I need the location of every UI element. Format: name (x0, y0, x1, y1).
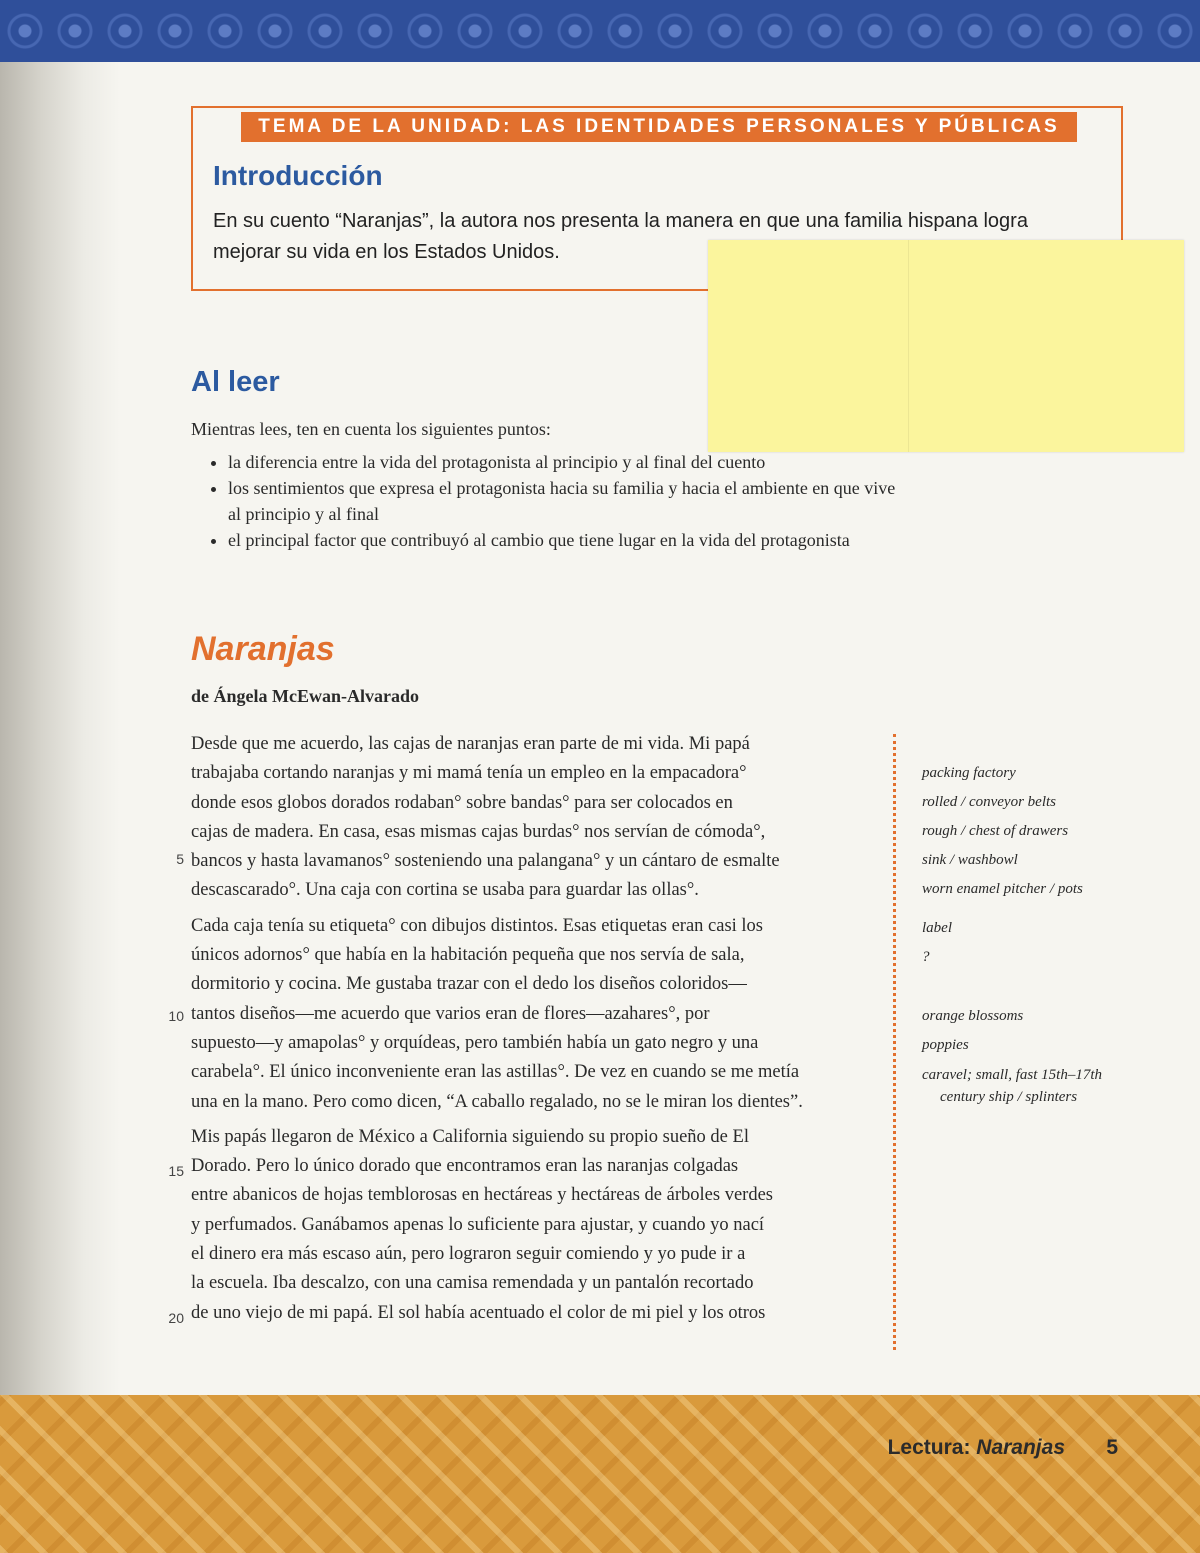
unit-theme-banner: TEMA DE LA UNIDAD: LAS IDENTIDADES PERSONALES Y PÚBLICAS (241, 112, 1077, 142)
margin-dotted-rule (893, 734, 896, 1350)
story-line: Desde que me acuerdo, las cajas de naranjas eran parte de mi vida. Mi papá (191, 734, 750, 754)
al-leer-heading: Al leer (191, 366, 280, 398)
story-line: trabajaba cortando naranjas y mi mamá tenía un empleo en la empacadora° (191, 763, 747, 784)
line-number: 10 (168, 1008, 184, 1024)
gloss-note: sink / washbowl (922, 852, 1018, 868)
gloss-note: ? (922, 949, 930, 965)
story-byline: de Ángela McEwan-Alvarado (191, 686, 419, 706)
story-line: supuesto—y amapolas° y orquídeas, pero también había un gato negro y una (191, 1032, 759, 1053)
reading-points-list (206, 449, 908, 553)
story-line: carabela°. El único inconveniente eran las astillas°. De vez en cuando se me metía (191, 1062, 800, 1083)
intro-line: mejorar su vida en los Estados Unidos. (213, 241, 560, 263)
bottom-decorative-band (0, 1395, 1200, 1553)
top-decorative-band (0, 0, 1200, 62)
gloss-note: label (922, 920, 952, 936)
line-number: 5 (176, 851, 184, 867)
story-line: de uno viejo de mi papá. El sol había acentuado el color de mi piel y los otros (191, 1302, 766, 1323)
intro-line: En su cuento “Naranjas”, la autora nos presenta la manera en que una familia hispana logra (213, 210, 1028, 232)
gloss-note: worn enamel pitcher / pots (922, 881, 1083, 897)
story-line: Dorado. Pero lo único dorado que encontramos eran las naranjas colgadas (191, 1156, 739, 1177)
story-text (191, 730, 891, 1328)
story-line: entre abanicos de hojas temblorosas en hectáreas y hectáreas de árboles verdes (191, 1185, 773, 1206)
story-line: dormitorio y cocina. Me gustaba trazar con el dedo los diseños coloridos— (191, 974, 747, 995)
story-title: Naranjas (191, 630, 335, 668)
gloss-note: century ship / splinters (940, 1089, 1078, 1105)
list-item: • la diferencia entre la vida del protagonista al principio y al final del cuento (228, 449, 908, 475)
gloss-note: caravel; small, fast 15th–17th (922, 1067, 1102, 1083)
al-leer-lead: Mientras lees, ten en cuenta los siguientes puntos: (191, 419, 551, 439)
story-line: tantos diseños—me acuerdo que varios eran de flores—azahares°, por (191, 1003, 710, 1024)
sticky-note-seam (908, 240, 909, 452)
story-line: el dinero era más escaso aún, pero lograron seguir comiendo y yo pude ir a (191, 1244, 746, 1265)
story-line: Cada caja tenía su etiqueta° con dibujos distintos. Esas etiquetas eran casi los (191, 915, 764, 936)
gloss-note: poppies (922, 1037, 969, 1053)
list-item: • los sentimientos que expresa el protagonista hacia su familia y hacia el ambiente en que vive al principio y al final (228, 475, 908, 527)
story-line: descascarado°. Una caja con cortina se usaba para guardar las ollas°. (191, 880, 699, 901)
story-line: bancos y hasta lavamanos° sosteniendo una palangana° y un cántaro de esmalte (191, 851, 780, 872)
gloss-note: orange blossoms (922, 1008, 1024, 1024)
story-line: cajas de madera. En casa, esas mismas cajas burdas° nos servían de cómoda°, (191, 821, 766, 842)
footer-label-prefix: Lectura: (887, 1436, 977, 1459)
story-line: una en la mano. Pero como dicen, “A caballo regalado, no se le miran los dientes”. (191, 1091, 803, 1112)
story-line: donde esos globos dorados rodaban° sobre bandas° para ser colocados en (191, 792, 733, 813)
story-line: Mis papás llegaron de México a California siguiendo su propio sueño de El (191, 1126, 749, 1147)
sticky-note (708, 240, 1184, 452)
intro-heading: Introducción (213, 160, 383, 191)
story-line: únicos adornos° que había en la habitación pequeña que nos servía de sala, (191, 945, 745, 966)
story-line: la escuela. Iba descalzo, con una camisa remendada y un pantalón recortado (191, 1273, 754, 1294)
gloss-note: packing factory (922, 765, 1016, 781)
line-number: 20 (168, 1310, 184, 1326)
gloss-note: rolled / conveyor belts (922, 794, 1056, 810)
list-item: • el principal factor que contribuyó al cambio que tiene lugar en la vida del protagonista (228, 527, 908, 553)
footer-label-title: Naranjas (976, 1436, 1065, 1459)
book-spine-shadow (0, 0, 120, 1553)
footer-running-title (888, 1436, 1065, 1460)
story-line: y perfumados. Ganábamos apenas lo suficiente para ajustar, y cuando yo nací (191, 1214, 765, 1235)
line-number: 15 (168, 1163, 184, 1179)
gloss-note: rough / chest of drawers (922, 823, 1069, 839)
page-number: 5 (1106, 1436, 1118, 1459)
